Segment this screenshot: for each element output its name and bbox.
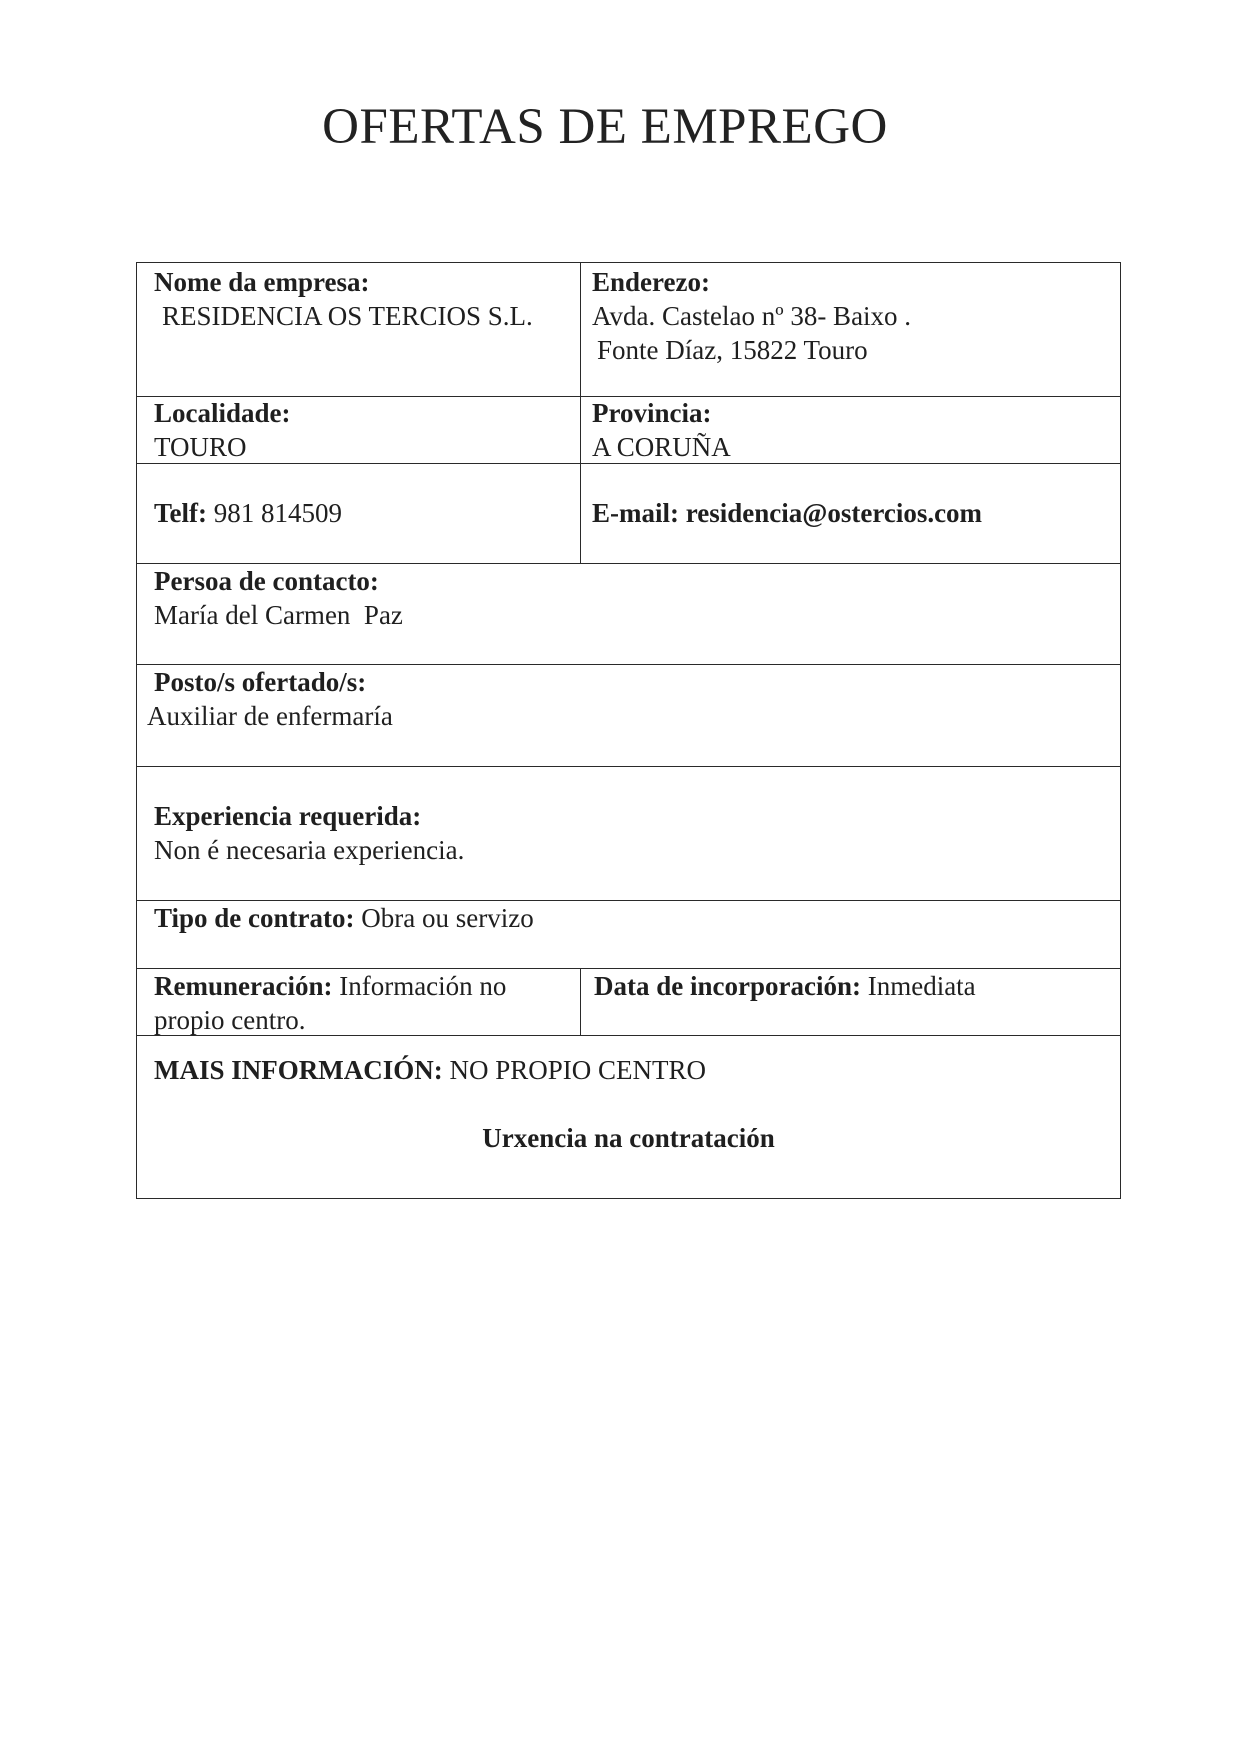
province-cell xyxy=(592,396,1112,464)
locality-value: TOURO xyxy=(154,432,247,462)
more-info-cell xyxy=(154,1053,1104,1087)
urgency-note: Urxencia na contratación xyxy=(482,1123,775,1153)
contract-type-label: Tipo de contrato: xyxy=(154,903,355,933)
phone-label: Telf: xyxy=(154,498,207,528)
position-cell xyxy=(147,665,1097,733)
email-cell xyxy=(592,496,1112,530)
position-value: Auxiliar de enfermaría xyxy=(147,701,393,731)
company-name-label: Nome da empresa: xyxy=(154,267,370,297)
contact-person-label: Persoa de contacto: xyxy=(154,566,379,596)
company-name-value: RESIDENCIA OS TERCIOS S.L. xyxy=(162,301,533,331)
contact-person-cell xyxy=(154,564,1104,632)
salary-label: Remuneración: xyxy=(154,971,333,1001)
address-label: Enderezo: xyxy=(592,267,710,297)
job-offer-form xyxy=(136,262,1121,1199)
page-title: OFERTAS DE EMPREGO xyxy=(322,99,888,155)
more-info-label: MAIS INFORMACIÓN: xyxy=(154,1055,443,1085)
contract-type-value: Obra ou servizo xyxy=(361,903,534,933)
more-info-value: NO PROPIO CENTRO xyxy=(449,1055,707,1085)
salary-value-line-2: propio centro. xyxy=(154,1005,306,1035)
column-divider xyxy=(580,263,581,563)
experience-value: Non é necesaria experiencia. xyxy=(154,835,465,865)
email-label: E-mail: xyxy=(592,498,679,528)
position-label: Posto/s ofertado/s: xyxy=(154,667,367,697)
locality-label: Localidade: xyxy=(154,398,291,428)
address-line-1: Avda. Castelao nº 38- Baixo . xyxy=(592,301,912,331)
start-date-value: Inmediata xyxy=(867,971,976,1001)
address-line-2: Fonte Díaz, 15822 Touro xyxy=(597,335,868,365)
salary-cell xyxy=(154,969,574,1037)
row-divider xyxy=(137,766,1120,767)
phone-cell xyxy=(154,496,574,530)
province-value: A CORUÑA xyxy=(592,432,731,462)
address-cell xyxy=(592,265,1112,367)
start-date-cell xyxy=(594,969,1114,1003)
start-date-label: Data de incorporación: xyxy=(594,971,861,1001)
phone-value: 981 814509 xyxy=(213,498,342,528)
experience-label: Experiencia requerida: xyxy=(154,801,422,831)
province-label: Provincia: xyxy=(592,398,712,428)
contract-type-cell xyxy=(154,901,1104,935)
contact-person-value: María del Carmen Paz xyxy=(154,600,403,630)
experience-cell xyxy=(154,799,1104,867)
company-name-cell xyxy=(154,265,574,333)
column-divider xyxy=(580,968,581,1035)
email-value: residencia@ostercios.com xyxy=(685,498,983,528)
locality-cell xyxy=(154,396,574,464)
salary-value-line-1: Información no xyxy=(339,971,507,1001)
